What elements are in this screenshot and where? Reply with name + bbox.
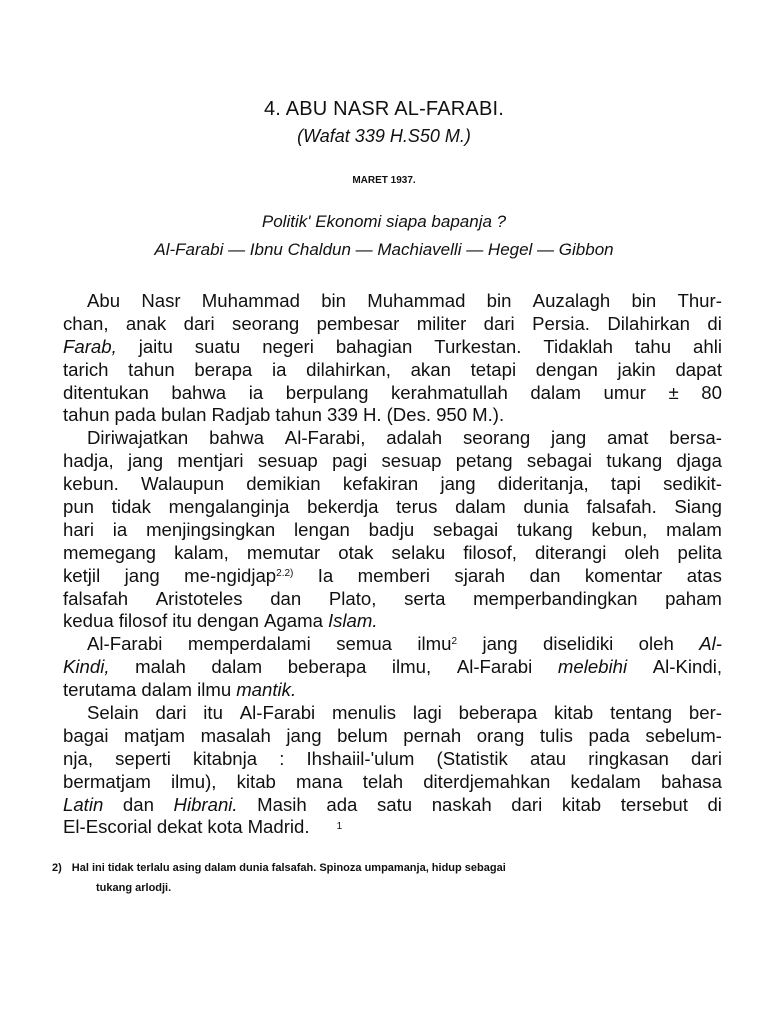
word: dan [270,587,302,609]
word: pernah [403,724,462,746]
word: sebagai [432,518,499,540]
word: malam [666,518,722,540]
word: bulan [160,404,207,426]
word-emphasis: Al- [699,633,722,655]
word: kitab [553,702,594,724]
text-line [63,702,722,725]
word-with-note [417,633,457,656]
text-line [63,313,722,336]
footnote-line: tukang arlodji. [96,882,172,894]
word: kebun, [591,518,648,540]
word: ia [271,358,287,380]
word: malah [135,656,186,678]
word: tahun [128,358,175,380]
word: tukang [606,450,663,472]
word: lengan [294,518,350,540]
text-line [63,679,722,702]
word: bahagian [335,335,413,357]
word: oleh [638,633,674,655]
word: otak [338,541,374,563]
text-line [63,496,722,519]
word: amat [607,427,649,449]
word: masalah [200,724,271,746]
word: Dilahirkan [607,312,691,334]
word: orang [476,724,525,746]
word: di [707,793,722,815]
word: filosof [118,610,168,632]
word: mentjari [177,450,244,472]
footnote-ref: 2 [451,636,458,648]
text-line [63,816,722,839]
word: naskah [431,793,492,815]
word: negeri [262,335,314,357]
word: ahli [693,335,722,357]
text-line [63,633,722,656]
word: sebagai [526,450,593,472]
word: (Statistik [436,747,508,769]
word: H. [363,404,382,426]
word: dan [122,793,154,815]
word: menjingsingkan [146,518,276,540]
word: tahun [275,404,322,426]
text-line [63,473,722,496]
word: beberapa [458,702,538,724]
word: dari [183,312,215,334]
text-line [63,336,722,359]
word: ilmu, [391,656,432,678]
word: pada [114,404,156,426]
chapter-title: 4. ABU NASR AL-FARABI. [263,98,505,120]
word: diselidiki [542,633,614,655]
word: dalam [455,496,506,518]
word: menulis [331,702,397,724]
word-emphasis: Latin [63,793,104,815]
word-emphasis: Farab, [63,335,117,357]
word: Abu [87,290,121,311]
word: jang [286,724,322,746]
word: ber- [688,702,722,724]
word: diterdjemahkan [423,770,551,792]
word: jang [440,473,476,495]
word: pelita [677,541,722,563]
word: dalam [530,381,581,403]
word: Muhammad [367,290,466,311]
word: bekerdja [307,496,379,518]
word: memperdalami [187,633,311,655]
word: sedikit- [663,473,722,495]
footnote-text: Hal ini tidak terlalu asing dalam dunia falsafah. Spinoza umpamanja, hidup sebagai [71,862,506,874]
word: kedua [63,610,114,632]
word: atau [529,747,567,769]
word: El-Escorial [63,816,152,838]
word: atas [686,564,722,586]
word: Siang [674,496,722,518]
word: di [707,312,722,334]
word: Selain [87,702,139,724]
word: Agama [264,610,323,632]
word: Diriwajatkan [87,427,189,449]
word: Al-Farabi [239,702,316,724]
text-line [63,725,722,748]
word: oleh [624,541,660,563]
word: M.). [472,404,505,426]
word: beberapa [287,656,367,678]
word: dengan [196,610,259,632]
word: kitabnja [193,747,258,769]
word: pembesar [316,312,400,334]
word: jakin [617,358,656,380]
text-line [63,290,722,313]
word: ± [668,381,679,403]
word: terutama [63,679,137,701]
word: suatu [194,335,241,357]
word: Plato, [328,587,377,609]
word: mana [296,770,343,792]
word: jang [127,450,164,472]
word: mengalanginja [168,496,290,518]
word: dekat [156,816,203,838]
text-line [63,656,722,679]
word: petang [455,450,513,472]
text-line [63,794,722,817]
word: tapi [610,473,641,495]
word: itu [203,702,223,724]
word: Tidaklah [543,335,613,357]
word: satu [376,793,413,815]
word: tarich [63,358,109,380]
word: pada [588,724,630,746]
word: bin [631,290,657,311]
word: jang [482,633,518,655]
text-line [63,382,722,405]
word: dari [511,793,543,815]
word: seorang [462,427,531,449]
word: semua [336,633,392,655]
word: ada [326,793,358,815]
word: Aristoteles [155,587,243,609]
epigraph-names: Al-Farabi — Ibnu Chaldun — Machiavelli — Hegel — Gibbon [154,240,614,259]
word: itu [172,610,192,632]
word: 950 [436,404,468,426]
word: tidak [111,496,151,518]
word: kerahmatullah [391,381,508,403]
word: falsafah. [586,496,657,518]
word-with-note [184,565,293,588]
word: ia [248,381,264,403]
word: Al-Kindi, [652,656,722,678]
word: kalam, [174,541,229,563]
word: dideritanja, [497,473,589,495]
text-line [63,427,722,450]
text-line [63,450,722,473]
body-text [63,290,722,839]
word: dari [690,747,722,769]
word: bagai [63,724,109,746]
word: Ia [317,564,334,586]
word: kitab [561,793,602,815]
word: bahasa [660,770,722,792]
word: Al-Farabi, [284,427,366,449]
word: ia [112,518,128,540]
word: dapat [675,358,722,380]
word: Ihshaiil-'ulum [306,747,415,769]
text-line [63,404,722,427]
word: dan [529,564,561,586]
word: anak [125,312,167,334]
text-line [63,748,722,771]
word: sjarah [454,564,506,586]
word: diterangi [535,541,607,563]
word: 80 [701,381,722,403]
word: ditentukan [63,381,149,403]
word: kota [207,816,243,838]
word: terus [396,496,438,518]
word: pun [63,496,95,518]
text-line [63,359,722,382]
word: dengan [535,358,598,380]
word: ilmu [197,679,232,701]
word: nja, [63,747,93,769]
word: kedalam [570,770,641,792]
word: memperbandingkan [473,587,638,609]
footnote-ref: 2.2) [276,567,294,579]
word: (Des. [386,404,432,426]
word: me-ngidjap [184,564,277,586]
word: filosof, [463,541,517,563]
footnote [52,858,506,898]
word: akan [410,358,451,380]
word: telah [362,770,404,792]
word: bermatjam [63,770,151,792]
word: tukang [516,518,573,540]
word: militer [416,312,467,334]
word: demikian [246,473,321,495]
word: kebun. [63,473,119,495]
word: memegang [63,541,157,563]
text-line [63,542,722,565]
chapter-subtitle: (Wafat 339 H.S50 M.) [297,126,471,146]
word: tersebut [620,793,688,815]
word: bahwa [171,381,227,403]
word: badju [368,518,415,540]
word: dilahirkan, [306,358,391,380]
word: bin [321,290,347,311]
word: sebelum- [645,724,722,746]
footnote-ref: 1 [336,821,343,833]
word: tentang [610,702,673,724]
word: ilmu [417,633,452,655]
word: ringkasan [588,747,669,769]
word: selaku [391,541,446,563]
word: dunia [523,496,569,518]
text-line [63,610,722,633]
word: berapa [194,358,253,380]
word: bersa- [669,427,722,449]
word-emphasis: mantik. [236,679,297,701]
word: memutar [246,541,321,563]
word: falsafah [63,587,129,609]
word: seperti [115,747,171,769]
word: hari [63,518,95,540]
word: ilmu), [171,770,217,792]
word: Walaupun [141,473,225,495]
word: Al-Farabi [456,656,533,678]
word: adalah [386,427,443,449]
word: tahun [63,404,110,426]
word: Turkestan. [434,335,522,357]
word: berpulang [285,381,369,403]
word: dari [483,312,515,334]
word: sesuap [257,450,318,472]
date-line: MARET 1937. [352,175,416,186]
word: : [279,747,285,769]
word: bin [486,290,512,311]
word: umur [603,381,646,403]
word: Radjab [211,404,271,426]
word: komentar [584,564,663,586]
word: jang [124,564,160,586]
text-line [63,771,722,794]
word: jaitu [138,335,173,357]
word: tahu [634,335,672,357]
text-line [63,588,722,611]
text-line [63,565,722,588]
word: Madrid. [247,816,310,838]
word: hadja, [63,450,114,472]
word: Muhammad [201,290,300,311]
word: tulis [539,724,573,746]
word: Thur- [677,290,722,311]
word: dalam [141,679,193,701]
word: dalam [211,656,263,678]
word-emphasis: melebihi [557,656,628,678]
word: bahwa [209,427,264,449]
word: Nasr [141,290,181,311]
word: pagi [332,450,368,472]
word: kitab [236,770,276,792]
word: matjam [124,724,186,746]
text-line [63,519,722,542]
word-emphasis: Islam. [327,610,378,632]
footnote-mark: 2) [52,862,62,874]
word: chan, [63,312,109,334]
word: dari [155,702,187,724]
word: seorang [232,312,300,334]
word: Masih [257,793,307,815]
word: ketjil [63,564,101,586]
word: Auzalagh [532,290,611,311]
word: 339 [326,404,358,426]
word: Persia. [532,312,590,334]
word: Al-Farabi [87,633,163,655]
word: memberi [357,564,430,586]
word: tetapi [470,358,517,380]
word-emphasis: Kindi, [63,656,110,678]
word: serta [404,587,446,609]
word: djaga [676,450,722,472]
word: belum [337,724,388,746]
word: lagi [412,702,442,724]
word-emphasis: Hibrani. [173,793,238,815]
word: sesuap [381,450,442,472]
footnote-line [52,858,506,878]
word: jang [551,427,587,449]
word: paham [665,587,722,609]
epigraph-question: Politik' Ekonomi siapa bapanja ? [261,212,507,231]
word: kefakiran [342,473,419,495]
